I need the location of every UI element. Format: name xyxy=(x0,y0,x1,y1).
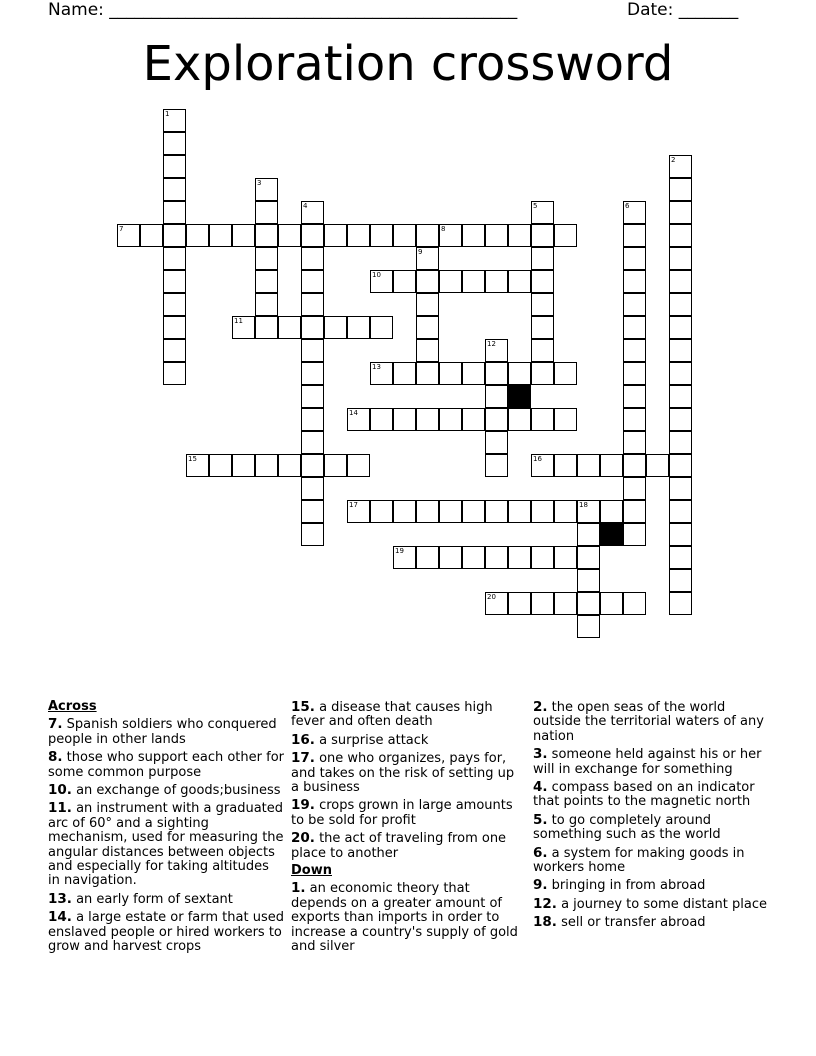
clue-number: 5 xyxy=(533,202,538,210)
grid-cell[interactable] xyxy=(163,362,186,385)
grid-cell[interactable] xyxy=(301,247,324,270)
grid-cell[interactable] xyxy=(347,500,370,523)
clue-down-5: 5. to go completely around something such as the world xyxy=(533,811,721,843)
grid-cell[interactable] xyxy=(416,270,439,293)
grid-cell[interactable] xyxy=(669,500,692,523)
grid-cell[interactable] xyxy=(278,316,301,339)
clue-column-2 xyxy=(291,700,525,958)
grid-cell[interactable] xyxy=(209,224,232,247)
clue-across-17: 17. one who organizes, pays for, and takes on the risk of setting up a business xyxy=(291,750,515,796)
grid-cell[interactable] xyxy=(669,339,692,362)
grid-cell[interactable] xyxy=(439,224,462,247)
clue-column-3 xyxy=(533,700,773,934)
date-field-label: Date: _______ xyxy=(627,0,739,20)
grid-cell[interactable] xyxy=(531,339,554,362)
grid-cell[interactable] xyxy=(646,454,669,477)
grid-cell[interactable] xyxy=(439,546,462,569)
grid-cell[interactable] xyxy=(255,224,278,247)
clue-number: 1 xyxy=(165,110,170,118)
grid-cell[interactable] xyxy=(669,477,692,500)
grid-cell[interactable] xyxy=(669,201,692,224)
grid-cell[interactable] xyxy=(324,224,347,247)
clue-number: 11 xyxy=(234,317,243,325)
grid-cell[interactable] xyxy=(577,615,600,638)
grid-cell[interactable] xyxy=(370,362,393,385)
grid-cell[interactable] xyxy=(117,224,140,247)
grid-cell[interactable] xyxy=(462,408,485,431)
grid-cell[interactable] xyxy=(255,247,278,270)
clue-number: 10 xyxy=(372,271,381,279)
grid-cell[interactable] xyxy=(439,362,462,385)
clue-across-15: 15. a disease that causes high fever and often death xyxy=(291,699,493,730)
grid-cell[interactable] xyxy=(669,408,692,431)
grid-cell[interactable] xyxy=(485,339,508,362)
across-heading: Across xyxy=(48,699,97,714)
grid-cell[interactable] xyxy=(669,454,692,477)
grid-cell[interactable] xyxy=(669,224,692,247)
grid-cell[interactable] xyxy=(669,385,692,408)
grid-cell[interactable] xyxy=(531,270,554,293)
grid-cell[interactable] xyxy=(301,431,324,454)
grid-cell[interactable] xyxy=(669,523,692,546)
grid-cell[interactable] xyxy=(669,247,692,270)
grid-cell[interactable] xyxy=(623,362,646,385)
clue-across-13: 13. an early form of sextant xyxy=(48,890,233,907)
clue-number: 2 xyxy=(671,156,676,164)
grid-cell[interactable] xyxy=(232,316,255,339)
grid-cell[interactable] xyxy=(255,293,278,316)
grid-cell[interactable] xyxy=(163,178,186,201)
grid-cell[interactable] xyxy=(508,362,531,385)
grid-cell[interactable] xyxy=(301,362,324,385)
grid-cell[interactable] xyxy=(508,270,531,293)
grid-cell[interactable] xyxy=(255,201,278,224)
blocked-cell xyxy=(600,523,623,546)
grid-cell[interactable] xyxy=(554,362,577,385)
grid-cell[interactable] xyxy=(531,408,554,431)
grid-cell[interactable] xyxy=(416,247,439,270)
grid-cell[interactable] xyxy=(508,500,531,523)
grid-cell[interactable] xyxy=(255,178,278,201)
clue-number: 12 xyxy=(487,340,496,348)
grid-cell[interactable] xyxy=(669,316,692,339)
grid-cell[interactable] xyxy=(301,454,324,477)
grid-cell[interactable] xyxy=(324,454,347,477)
grid-cell[interactable] xyxy=(278,224,301,247)
clue-across-10: 10. an exchange of goods;business xyxy=(48,782,281,799)
grid-cell[interactable] xyxy=(577,592,600,615)
grid-cell[interactable] xyxy=(623,293,646,316)
grid-cell[interactable] xyxy=(485,270,508,293)
clue-across-19: 19. crops grown in large amounts to be sold for profit xyxy=(291,797,513,828)
grid-cell[interactable] xyxy=(163,293,186,316)
grid-cell[interactable] xyxy=(623,454,646,477)
clue-across-16: 16. a surprise attack xyxy=(291,731,429,748)
grid-cell[interactable] xyxy=(623,270,646,293)
grid-cell[interactable] xyxy=(623,477,646,500)
grid-cell[interactable] xyxy=(531,247,554,270)
grid-cell[interactable] xyxy=(370,316,393,339)
grid-cell[interactable] xyxy=(577,500,600,523)
grid-cell[interactable] xyxy=(669,178,692,201)
grid-cell[interactable] xyxy=(508,546,531,569)
grid-cell[interactable] xyxy=(485,454,508,477)
grid-cell[interactable] xyxy=(508,224,531,247)
grid-cell[interactable] xyxy=(669,592,692,615)
grid-cell[interactable] xyxy=(301,477,324,500)
grid-cell[interactable] xyxy=(209,454,232,477)
grid-cell[interactable] xyxy=(163,224,186,247)
grid-cell[interactable] xyxy=(531,454,554,477)
grid-cell[interactable] xyxy=(577,523,600,546)
grid-cell[interactable] xyxy=(347,316,370,339)
grid-cell[interactable] xyxy=(393,224,416,247)
clue-down-12: 12. a journey to some distant place xyxy=(533,895,767,912)
grid-cell[interactable] xyxy=(485,546,508,569)
grid-cell[interactable] xyxy=(485,224,508,247)
grid-cell[interactable] xyxy=(462,500,485,523)
grid-cell[interactable] xyxy=(439,500,462,523)
grid-cell[interactable] xyxy=(669,431,692,454)
clue-number: 3 xyxy=(257,179,262,187)
grid-cell[interactable] xyxy=(163,316,186,339)
down-heading: Down xyxy=(291,863,332,879)
grid-cell[interactable] xyxy=(669,270,692,293)
grid-cell[interactable] xyxy=(163,339,186,362)
grid-cell[interactable] xyxy=(623,592,646,615)
grid-cell[interactable] xyxy=(416,408,439,431)
grid-cell[interactable] xyxy=(508,592,531,615)
grid-cell[interactable] xyxy=(370,408,393,431)
grid-cell[interactable] xyxy=(462,270,485,293)
grid-cell[interactable] xyxy=(531,592,554,615)
clue-number: 15 xyxy=(188,455,197,463)
grid-cell[interactable] xyxy=(163,201,186,224)
grid-cell[interactable] xyxy=(669,569,692,592)
grid-cell[interactable] xyxy=(301,293,324,316)
grid-cell[interactable] xyxy=(301,385,324,408)
clue-number: 13 xyxy=(372,363,381,371)
grid-cell[interactable] xyxy=(669,546,692,569)
grid-cell[interactable] xyxy=(393,546,416,569)
grid-cell[interactable] xyxy=(485,362,508,385)
clue-number: 19 xyxy=(395,547,404,555)
grid-cell[interactable] xyxy=(347,224,370,247)
grid-cell[interactable] xyxy=(623,316,646,339)
grid-cell[interactable] xyxy=(439,408,462,431)
grid-cell[interactable] xyxy=(485,500,508,523)
grid-cell[interactable] xyxy=(554,224,577,247)
clue-down-3: 3. someone held against his or her will in exchange for something xyxy=(533,746,762,777)
grid-cell[interactable] xyxy=(416,339,439,362)
grid-cell[interactable] xyxy=(531,316,554,339)
clue-down-6: 6. a system for making goods in workers home xyxy=(533,844,745,876)
grid-cell[interactable] xyxy=(623,500,646,523)
grid-cell[interactable] xyxy=(255,316,278,339)
grid-cell[interactable] xyxy=(577,569,600,592)
grid-cell[interactable] xyxy=(301,224,324,247)
grid-cell[interactable] xyxy=(416,546,439,569)
grid-cell[interactable] xyxy=(623,408,646,431)
grid-cell[interactable] xyxy=(485,592,508,615)
clue-number: 7 xyxy=(119,225,124,233)
grid-cell[interactable] xyxy=(301,201,324,224)
page-title: Exploration crossword xyxy=(142,36,674,92)
grid-cell[interactable] xyxy=(623,385,646,408)
grid-cell[interactable] xyxy=(393,500,416,523)
grid-cell[interactable] xyxy=(370,224,393,247)
clue-number: 14 xyxy=(349,409,358,417)
grid-cell[interactable] xyxy=(531,293,554,316)
grid-cell[interactable] xyxy=(416,293,439,316)
grid-cell[interactable] xyxy=(140,224,163,247)
clue-number: 8 xyxy=(441,225,446,233)
name-field-label: Name: ________________________________________________ xyxy=(48,0,518,20)
clue-number: 17 xyxy=(349,501,358,509)
grid-cell[interactable] xyxy=(554,454,577,477)
grid-cell[interactable] xyxy=(600,454,623,477)
grid-cell[interactable] xyxy=(462,224,485,247)
grid-cell[interactable] xyxy=(416,224,439,247)
grid-cell[interactable] xyxy=(232,224,255,247)
clue-across-7: 7. Spanish soldiers who conquered people in other lands xyxy=(48,716,277,747)
grid-cell[interactable] xyxy=(554,546,577,569)
grid-cell[interactable] xyxy=(370,500,393,523)
grid-cell[interactable] xyxy=(508,408,531,431)
grid-cell[interactable] xyxy=(623,339,646,362)
grid-cell[interactable] xyxy=(531,546,554,569)
grid-cell[interactable] xyxy=(531,500,554,523)
grid-cell[interactable] xyxy=(278,454,301,477)
grid-cell[interactable] xyxy=(462,362,485,385)
grid-cell[interactable] xyxy=(232,454,255,477)
clue-number: 6 xyxy=(625,202,630,210)
grid-cell[interactable] xyxy=(186,454,209,477)
grid-cell[interactable] xyxy=(600,592,623,615)
grid-cell[interactable] xyxy=(623,201,646,224)
grid-cell[interactable] xyxy=(554,592,577,615)
clue-number: 20 xyxy=(487,593,496,601)
blocked-cell xyxy=(508,385,531,408)
grid-cell[interactable] xyxy=(485,385,508,408)
clue-across-11: 11. an instrument with a graduated arc of 60° and a sighting mechanism, used for measuring the angular distances between objects and especially for taking altitudes in navigation. xyxy=(48,800,284,889)
grid-cell[interactable] xyxy=(393,362,416,385)
grid-cell[interactable] xyxy=(163,109,186,132)
grid-cell[interactable] xyxy=(347,408,370,431)
grid-cell[interactable] xyxy=(163,270,186,293)
grid-cell[interactable] xyxy=(163,247,186,270)
grid-cell[interactable] xyxy=(485,408,508,431)
grid-cell[interactable] xyxy=(600,500,623,523)
grid-cell[interactable] xyxy=(416,500,439,523)
grid-cell[interactable] xyxy=(301,339,324,362)
clue-across-14: 14. a large estate or farm that used enslaved people or hired workers to grow and harvest crops xyxy=(48,909,284,955)
grid-cell[interactable] xyxy=(439,270,462,293)
grid-cell[interactable] xyxy=(370,270,393,293)
grid-cell[interactable] xyxy=(669,155,692,178)
grid-cell[interactable] xyxy=(301,270,324,293)
clue-number: 18 xyxy=(579,501,588,509)
grid-cell[interactable] xyxy=(623,431,646,454)
grid-cell[interactable] xyxy=(623,523,646,546)
grid-cell[interactable] xyxy=(393,408,416,431)
clue-across-20: 20. the act of traveling from one place to another xyxy=(291,830,507,861)
grid-cell[interactable] xyxy=(531,362,554,385)
grid-cell[interactable] xyxy=(623,224,646,247)
grid-cell[interactable] xyxy=(623,247,646,270)
grid-cell[interactable] xyxy=(531,224,554,247)
grid-cell[interactable] xyxy=(554,408,577,431)
grid-cell[interactable] xyxy=(301,500,324,523)
grid-cell[interactable] xyxy=(462,546,485,569)
clue-number: 4 xyxy=(303,202,308,210)
grid-cell[interactable] xyxy=(163,132,186,155)
clue-down-2: 2. the open seas of the world outside the territorial waters of any nation xyxy=(533,699,764,744)
grid-cell[interactable] xyxy=(669,362,692,385)
clue-column-1 xyxy=(48,700,284,958)
grid-cell[interactable] xyxy=(531,201,554,224)
clue-number: 9 xyxy=(418,248,423,256)
grid-cell[interactable] xyxy=(416,316,439,339)
grid-cell[interactable] xyxy=(163,155,186,178)
grid-cell[interactable] xyxy=(393,270,416,293)
clue-across-8: 8. those who support each other for some common purpose xyxy=(48,749,284,780)
grid-cell[interactable] xyxy=(301,523,324,546)
grid-cell[interactable] xyxy=(577,546,600,569)
grid-cell[interactable] xyxy=(554,500,577,523)
clue-down-4: 4. compass based on an indicator that points to the magnetic north xyxy=(533,779,755,810)
grid-cell[interactable] xyxy=(255,454,278,477)
grid-cell[interactable] xyxy=(301,408,324,431)
grid-cell[interactable] xyxy=(255,270,278,293)
clue-down-1: 1. an economic theory that depends on a greater amount of exports than imports in order to increase a country's supply of gold and silver xyxy=(291,880,518,955)
clue-down-9: 9. bringing in from abroad xyxy=(533,877,706,894)
grid-cell[interactable] xyxy=(186,224,209,247)
grid-cell[interactable] xyxy=(301,316,324,339)
grid-cell[interactable] xyxy=(324,316,347,339)
grid-cell[interactable] xyxy=(485,431,508,454)
grid-cell[interactable] xyxy=(669,293,692,316)
grid-cell[interactable] xyxy=(347,454,370,477)
clue-number: 16 xyxy=(533,455,542,463)
clue-down-18: 18. sell or transfer abroad xyxy=(533,914,706,931)
grid-cell[interactable] xyxy=(577,454,600,477)
grid-cell[interactable] xyxy=(416,362,439,385)
